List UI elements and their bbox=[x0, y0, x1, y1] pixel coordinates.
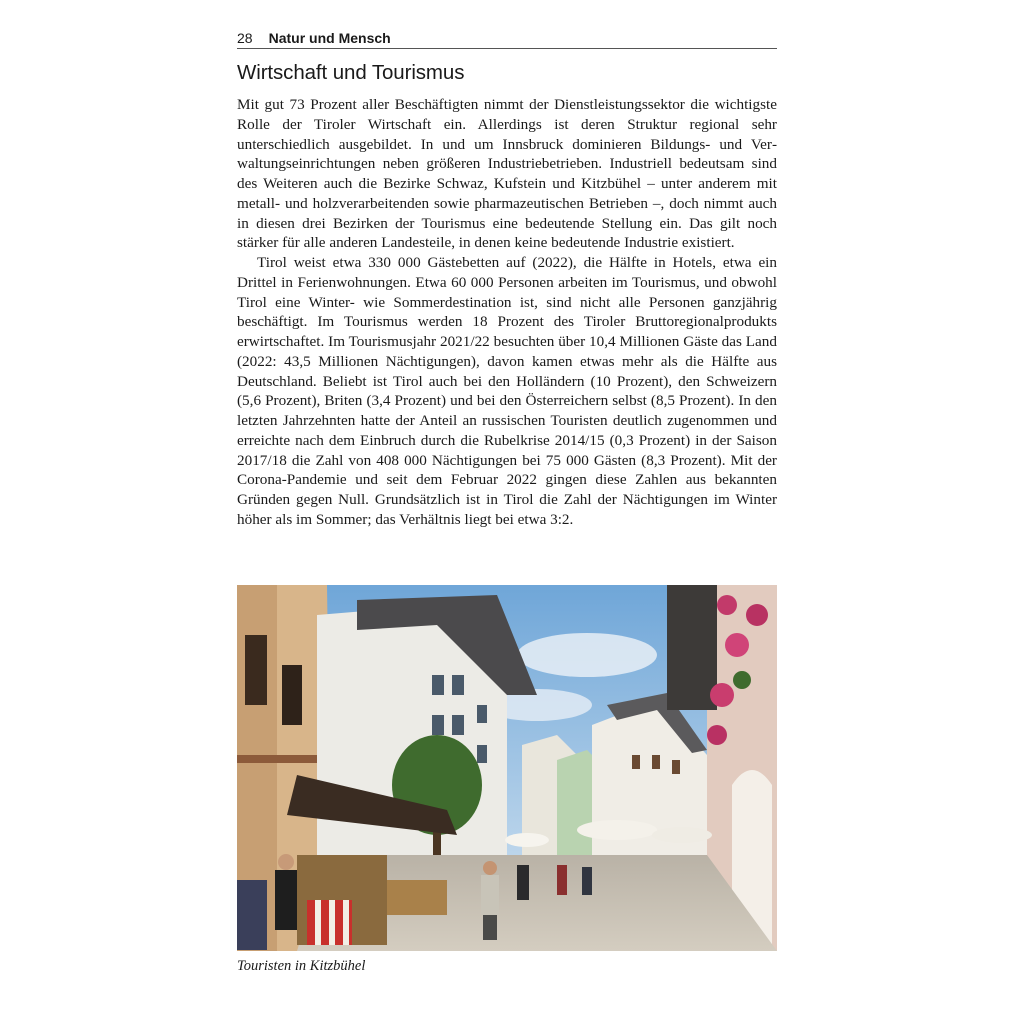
section-title: Natur und Mensch bbox=[268, 30, 391, 46]
chapter-heading: Wirtschaft und Tourismus bbox=[237, 61, 465, 84]
paragraph: Mit gut 73 Prozent aller Beschäftigten nimmt der Dienstleistungssektor die wichtigste Rolle der Tiroler Wirtschaft ein. Allerdings ist deren Struktur regional sehr unterschiedlich ausgebildet. In und um Innsbruck dominieren Bildungs- und Verwaltungseinrichtungen neben größeren Industriebetrieben. Industriell bedeutsam sind des Weiteren auch die Bezirke Schwaz, Kufstein und Kitzbühel – unter anderem mit metall- und holzverarbeitenden sowie pharmazeutischen Betrieben –, doch nimmt auch in diesen drei Bezirken der Tourismus eine bedeutende Stellung ein. Das gilt noch stärker für alle anderen Landesteile, in denen keine bedeutende Industrie existiert. bbox=[237, 96, 777, 252]
photo-caption: Touristen in Kitzbühel bbox=[237, 958, 366, 974]
running-header bbox=[237, 30, 777, 49]
paragraph: Tirol weist etwa 330 000 Gästebetten auf (2022), die Hälfte in Hotels, etwa ein Drittel in Ferienwohnungen. Etwa 60 000 Personen arbeiten im Tourismus, und obwohl Tirol eine Winter- wie Sommerdestination ist, sind nicht alle Personen ganzjährig beschäftigt. Im Tourismus werden 18 Prozent des Tiroler Bruttoregionalprodukts erwirtschaftet. Im Tourismusjahr 2021/22 besuchten über 10,4 Millionen Gäste das Land (2022: 43,5 Millionen Nächtigungen), davon kamen etwas mehr als die Hälfte aus Deutschland. Beliebt ist Tirol auch bei den Holländern (10 Prozent), den Schweizern (5,6 Prozent), Briten (3,4 Prozent) und bei den Österreichern selbst (8,5 Prozent). In den letzten Jahrzehnten hatte der Anteil an russischen Touristen deutlich zugenommen und erreichte nach dem Einbruch durch die Rubelkrise 2014/15 (0,3 Prozent) in der Saison 2017/18 die Zahl von 408 000 Nächtigungen bei 75 000 Gästen (8,3 Prozent). Mit der Corona-Pandemie und seit dem Februar 2022 gingen diese Zahlen aus bekannten Gründen gegen Null. Grundsätzlich ist in Tirol die Zahl der Nächtigungen im Winter höher als im Sommer; das Verhältnis liegt bei etwa 3:2. bbox=[237, 254, 777, 528]
page-number: 28 bbox=[237, 30, 253, 46]
page-content bbox=[237, 30, 777, 530]
kitzbuehel-street-photo bbox=[237, 585, 777, 951]
body-text bbox=[237, 95, 777, 530]
